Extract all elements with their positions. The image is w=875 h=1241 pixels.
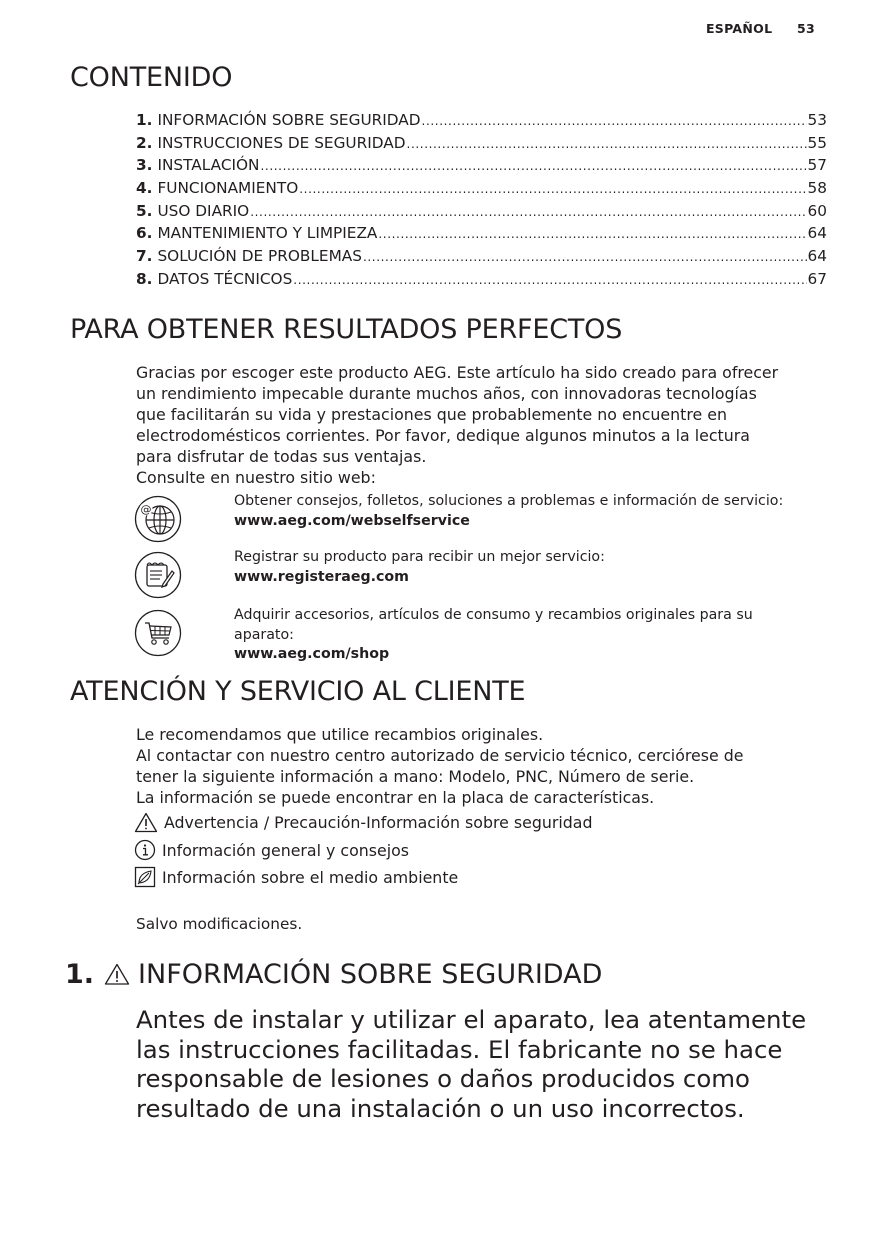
environment-leaf-icon <box>134 866 156 888</box>
warning-triangle-icon <box>134 812 158 833</box>
register-form-icon <box>134 551 182 599</box>
toc-leader-dots <box>250 205 806 219</box>
shopping-cart-icon <box>134 609 182 657</box>
toc-item-page: 57 <box>807 156 827 175</box>
toc-leader-dots <box>378 227 806 241</box>
symbol-warning-row <box>134 812 592 833</box>
perfect-results-text: Gracias por escoger este producto AEG. Este artículo ha sido creado para ofrecer un rendimiento impecable durante muchos años, con innovadoras tecnologías que facilitarán su vida y prestaciones que probablemente no encuentre en electrodomésticos corrientes. Por favor, dedique algunos minutos a la lectura para disfrutar de todas sus ventajas. Consulte en nuestro sitio web: <box>136 363 779 487</box>
toc-leader-dots <box>299 182 806 196</box>
web-link-selfservice: @ Obtener consejos, folletos, soluciones a problemas e información de servicio: www.aeg.com/webselfservice <box>134 495 834 545</box>
toc-item-page: 53 <box>807 111 827 129</box>
toc-item-1[interactable]: 1. INFORMACIÓN SOBRE SEGURIDAD ..... 53 <box>136 111 827 134</box>
safety-title: INFORMACIÓN SOBRE SEGURIDAD <box>138 959 603 990</box>
toc-leader-dots <box>293 273 806 287</box>
web-globe-icon <box>134 495 182 543</box>
selfservice-link[interactable]: www.aeg.com/webselfservice <box>234 512 470 529</box>
toc-item-label: USO DIARIO <box>157 201 250 220</box>
table-of-contents <box>136 111 827 293</box>
symbol-environment-row <box>134 866 458 888</box>
perfect-results-title: PARA OBTENER RESULTADOS PERFECTOS <box>70 314 623 345</box>
toc-item-2[interactable]: 2. INSTRUCCIONES DE SEGURIDAD ..... 55 <box>136 134 827 157</box>
info-icon <box>134 839 156 861</box>
safety-number: 1. <box>65 959 95 990</box>
symbol-warning-label: Advertencia / Precaución-Información sobre seguridad <box>164 813 593 832</box>
header-language: ESPAÑOL <box>705 21 773 36</box>
page-header <box>706 21 815 36</box>
toc-leader-dots <box>261 159 807 173</box>
header-page-number: 53 <box>797 21 815 36</box>
toc-item-5[interactable]: 5. USO DIARIO ..... 60 <box>136 202 827 225</box>
toc-item-6[interactable]: 6. MANTENIMIENTO Y LIMPIEZA ..... 64 <box>136 224 827 247</box>
symbol-info-row <box>134 839 409 861</box>
toc-item-label: SOLUCIÓN DE PROBLEMAS <box>157 247 362 266</box>
web-link-register: Registrar su producto para recibir un mejor servicio: www.registeraeg.com <box>134 551 834 601</box>
safety-heading <box>65 959 602 990</box>
customer-care-title: ATENCIÓN Y SERVICIO AL CLIENTE <box>70 676 526 707</box>
toc-item-label: INFORMACIÓN SOBRE SEGURIDAD <box>157 111 421 129</box>
toc-leader-dots <box>407 137 807 151</box>
safety-intro: Antes de instalar y utilizar el aparato, lea atentamente las instrucciones facilitadas. El fabricante no se hace responsable de lesiones o daños producidos como resultado de una instalación o un uso incorrectos. <box>136 1005 807 1123</box>
web-link-shop: Adquirir accesorios, artículos de consumo y recambios originales para su aparato: www.aeg.com/shop <box>134 609 834 659</box>
svg-text:@: @ <box>140 503 152 516</box>
toc-item-4[interactable]: 4. FUNCIONAMIENTO ..... 58 <box>136 179 827 202</box>
symbol-info-label: Información general y consejos <box>162 840 409 860</box>
toc-item-page: 67 <box>807 269 827 288</box>
register-link[interactable]: www.registeraeg.com <box>234 568 409 585</box>
symbol-environment-label: Información sobre el medio ambiente <box>162 867 459 887</box>
toc-item-3[interactable]: 3. INSTALACIÓN ..... 57 <box>136 156 827 179</box>
toc-item-label: MANTENIMIENTO Y LIMPIEZA <box>157 224 378 243</box>
toc-leader-dots <box>422 114 807 128</box>
toc-item-8[interactable]: 8. DATOS TÉCNICOS ..... 67 <box>136 270 827 293</box>
shop-link[interactable]: www.aeg.com/shop <box>234 646 390 662</box>
toc-item-label: FUNCIONAMIENTO <box>157 179 299 198</box>
toc-item-label: INSTALACIÓN <box>157 156 260 175</box>
contents-title: CONTENIDO <box>70 62 233 93</box>
warning-triangle-icon <box>104 963 130 986</box>
toc-leader-dots <box>363 250 807 264</box>
toc-item-7[interactable]: 7. SOLUCIÓN DE PROBLEMAS ..... 64 <box>136 247 827 270</box>
toc-item-page: 58 <box>807 179 827 198</box>
toc-item-label: INSTRUCCIONES DE SEGURIDAD <box>157 133 406 152</box>
toc-item-page: 55 <box>807 133 827 152</box>
toc-item-page: 60 <box>807 201 827 220</box>
toc-item-page: 64 <box>807 224 827 243</box>
toc-item-label: DATOS TÉCNICOS <box>157 269 293 288</box>
toc-item-page: 64 <box>807 247 827 266</box>
footer-note: Salvo modificaciones. <box>136 915 303 933</box>
customer-care-text: Le recomendamos que utilice recambios originales. Al contactar con nuestro centro autorizado de servicio técnico, cerciórese de tener la siguiente información a mano: Modelo, PNC, Número de serie. La información se puede encontrar en la placa de características. <box>136 725 744 807</box>
